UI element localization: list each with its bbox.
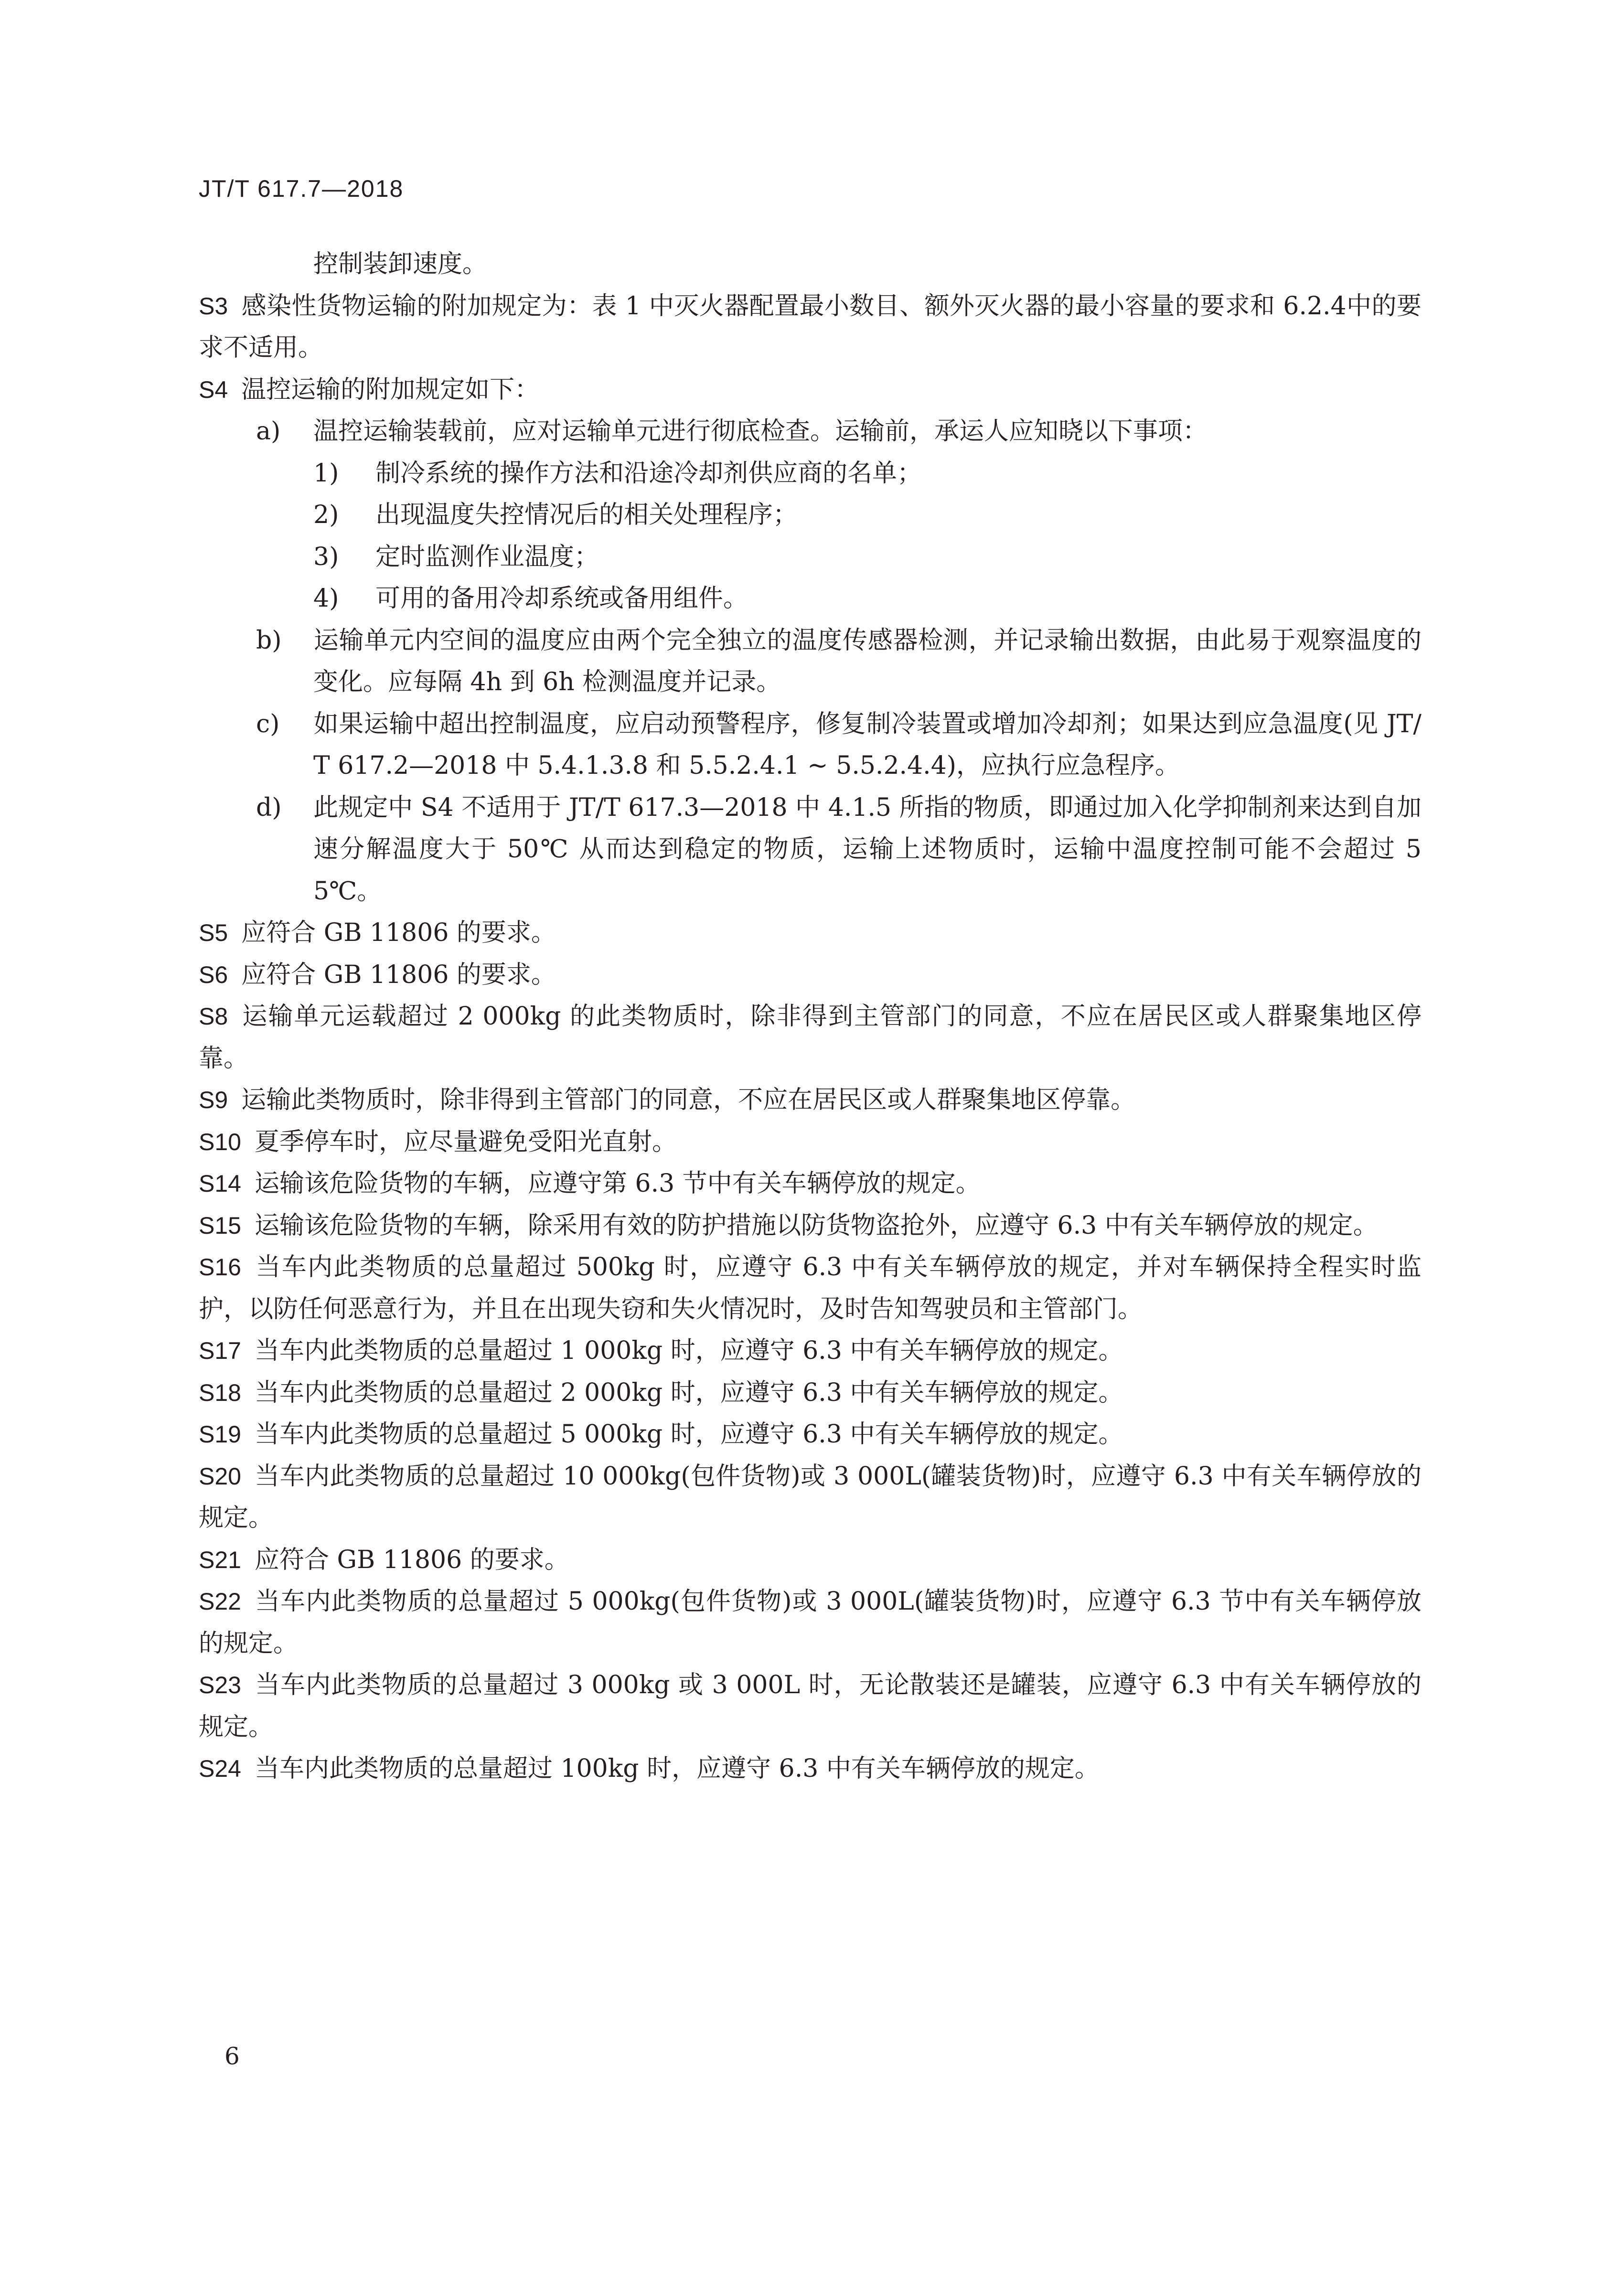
s4-item-c [199,704,1421,787]
provision-s6 [199,954,1421,996]
document-body [199,244,1421,1790]
list-item-text: 运输单元内空间的温度应由两个完全独立的温度传感器检测，并记录输出数据，由此易于观察温度的变化。应每隔 4h 到 6h 检测温度并记录。 [313,626,1421,696]
provision-text: 运输单元运载超过 2 000kg 的此类物质时，除非得到主管部门的同意，不应在居民区或人群聚集地区停靠。 [199,1002,1421,1073]
s4-a-subitem-4 [199,578,1421,620]
s2-continuation: 控制装卸速度。 [313,250,488,278]
s4-a-subitem-1 [199,453,1421,495]
provision-text: 当车内此类物质的总量超过 5 000kg 时，应遵守 6.3 中有关车辆停放的规定。 [254,1420,1123,1449]
provision-s17 [199,1330,1421,1372]
provision-s14 [199,1163,1421,1205]
provision-s8 [199,996,1421,1079]
provision-code: S3 [199,292,228,320]
provision-code: S22 [199,1588,241,1615]
provision-code: S21 [199,1546,241,1573]
list-item-text: 如果运输中超出控制温度，应启动预警程序，修复制冷装置或增加冷却剂；如果达到应急温度(见 JT/T 617.2—2018 中 5.4.1.3.8 和 5.5.2.4.1 ~ 5.5.2.4.4)，应执行应急程序。 [313,709,1421,780]
provision-code: S18 [199,1379,241,1406]
provision-text: 运输该危险货物的车辆，应遵守第 6.3 节中有关车辆停放的规定。 [254,1169,981,1198]
provision-s24 [199,1748,1421,1790]
provision-code: S6 [199,961,228,988]
provision-s4 [199,369,1421,411]
provision-s3 [199,286,1421,369]
provision-text: 应符合 GB 11806 的要求。 [241,918,556,947]
provision-text: 当车内此类物质的总量超过 500kg 时，应遵守 6.3 中有关车辆停放的规定，并对车辆保持全程实时监护，以防任何恶意行为，并且在出现失窃和失火情况时，及时告知驾驶员和主管部门。 [199,1253,1421,1324]
list-item-text: 制冷系统的操作方法和沿途冷却剂供应商的名单； [375,459,922,488]
provision-s5 [199,912,1421,954]
provision-text: 当车内此类物质的总量超过 2 000kg 时，应遵守 6.3 中有关车辆停放的规定。 [254,1378,1123,1407]
provision-code: S15 [199,1212,241,1239]
provision-text: 应符合 GB 11806 的要求。 [254,1545,569,1574]
s4-a-subitem-2 [199,494,1421,536]
provision-text: 夏季停车时，应尽量避免受阳光直射。 [254,1127,677,1156]
provision-code: S20 [199,1463,241,1490]
list-marker: b) [256,626,282,655]
provision-code: S24 [199,1755,241,1782]
list-item-text: 可用的备用冷却系统或备用组件。 [375,584,748,613]
list-marker: a) [256,417,281,446]
s4-item-b [199,620,1421,704]
list-item-text: 此规定中 S4 不适用于 JT/T 617.3—2018 中 4.1.5 所指的物质，即通过加入化学抑制剂来达到自加速分解温度大于 50℃ 从而达到稳定的物质，运输上述物质时，运输中温度控制可能不会超过 55℃。 [313,793,1421,906]
provision-text: 感染性货物运输的附加规定为：表 1 中灭火器配置最小数目、额外灭火器的最小容量的要求和 6.2.4中的要求不适用。 [199,291,1421,362]
provision-s20 [199,1456,1421,1539]
list-marker: 2) [313,501,339,529]
list-marker: 3) [313,542,339,571]
provision-code: S8 [199,1003,228,1030]
provision-text: 运输此类物质时，除非得到主管部门的同意，不应在居民区或人群聚集地区停靠。 [241,1086,1136,1114]
provision-text: 运输该危险货物的车辆，除采用有效的防护措施以防货物盗抢外，应遵守 6.3 中有关车辆停放的规定。 [254,1211,1378,1240]
provision-code: S4 [199,376,228,403]
provision-text: 当车内此类物质的总量超过 1 000kg 时，应遵守 6.3 中有关车辆停放的规定。 [254,1336,1123,1365]
list-marker: 1) [313,459,339,488]
provision-text: 应符合 GB 11806 的要求。 [241,960,556,989]
provision-code: S19 [199,1421,241,1448]
provision-code: S17 [199,1337,241,1364]
s4-item-d [199,787,1421,913]
provision-s19 [199,1414,1421,1456]
list-item-text: 温控运输装载前，应对运输单元进行彻底检查。运输前，承运人应知晓以下事项： [313,417,1208,446]
list-marker: c) [256,709,280,738]
provision-code: S9 [199,1087,228,1113]
provision-code: S5 [199,919,228,946]
list-item-text: 定时监测作业温度； [375,542,599,571]
provision-code: S23 [199,1672,241,1698]
provision-s23 [199,1665,1421,1748]
provision-s21 [199,1539,1421,1581]
provision-s15 [199,1205,1421,1247]
running-header-standard-id: JT/T 617.7—2018 [199,175,404,202]
s4-a-subitem-3 [199,536,1421,578]
list-marker: 4) [313,584,339,613]
provision-s18 [199,1372,1421,1414]
provision-text: 当车内此类物质的总量超过 10 000kg(包件货物)或 3 000L(罐装货物)时，应遵守 6.3 中有关车辆停放的规定。 [199,1462,1421,1532]
provision-code: S16 [199,1254,241,1281]
provision-text: 当车内此类物质的总量超过 5 000kg(包件货物)或 3 000L(罐装货物)时，应遵守 6.3 节中有关车辆停放的规定。 [199,1587,1421,1658]
provision-text: 温控运输的附加规定如下： [241,375,540,404]
provision-s9 [199,1079,1421,1121]
s4-item-a [199,411,1421,453]
provision-s10 [199,1121,1421,1164]
provision-s22 [199,1581,1421,1665]
provision-code: S14 [199,1170,241,1197]
list-item-text: 出现温度失控情况后的相关处理程序； [375,501,798,529]
provision-code: S10 [199,1128,241,1155]
provision-text: 当车内此类物质的总量超过 3 000kg 或 3 000L 时，无论散装还是罐装，应遵守 6.3 中有关车辆停放的规定。 [199,1671,1421,1741]
list-marker: d) [256,793,282,822]
page-number: 6 [224,2042,240,2070]
provision-s16 [199,1247,1421,1330]
provision-text: 当车内此类物质的总量超过 100kg 时，应遵守 6.3 中有关车辆停放的规定。 [254,1754,1100,1783]
